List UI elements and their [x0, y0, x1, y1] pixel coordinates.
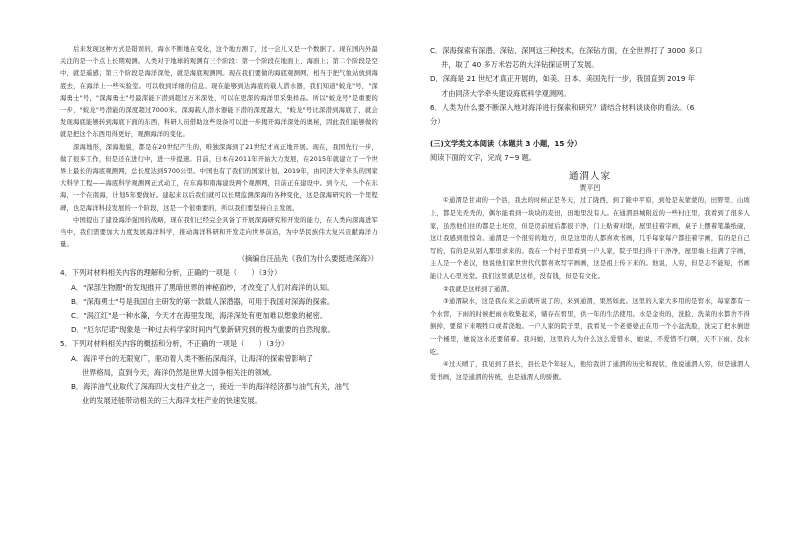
story-author: 贾平凹: [579, 184, 601, 193]
question-5-option-d: [430, 72, 750, 100]
question-5-option-c-line1: C．深海探索有深潜、深钻、深网这三种技术，在深钻方面，在全世界打了 3000 多口: [430, 46, 703, 55]
question-5-option-b: [71, 380, 378, 408]
question-5-stem: 5．下列对材料相关内容的概括和分析，不正确的一项是（ ）（3分）: [60, 339, 289, 349]
passage-paragraph-3: 中国提出了建设海洋强国的战略，现在我们已经完全具备了开展深海研究和开发的能力，在人类向深海进军当中，我们需要加大力度发展海洋科学，推动海洋科研和开发走向世界前沿，为中华民族伟大复兴贡献海洋力量。: [60, 216, 378, 249]
story-paragraph-3: ③通渭缺水，这是我在来之前就听说了的，来到通渭，果然如此。这里的人家大多用的是窖水，每家都有一个水窖，下雨的时候把雨水收集起来，储存在窖里，供一年的生活使用。水是金贵的，洗脸、洗菜的水都舍不得倒掉，要留下来喂牲口或者浇地。一户人家的院子里，我看见一个老婆婆正在用一个小盆洗脸，洗完了把水倒进一个桶里，她说这水还要留着。我问她，这里的人为什么这么爱惜水，她说，不爱惜不行啊，天不下雨，没水吃。: [430, 298, 750, 356]
question-5-option-b-line2: 业的发展还能带动相关的三大海洋支柱产业的快速发展。: [82, 396, 262, 406]
right-column: [430, 44, 750, 384]
question-4-option-a: A．"深部生物圈"的发现推开了黑暗世界的神秘面纱，才改变了人们对海洋的认知。: [71, 282, 335, 292]
story-title: 通渭人家: [568, 171, 611, 183]
story-paragraph-1: ①通渭是甘肃的一个县，我去的时候正是冬天，过了陇西，到了陇中平原，到处是灰蒙蒙的，田野里、山坡上，都是光秃秃的，偶尔能看到一块块的麦田，田地里没有人。在通渭县城附近的一些村庄里，我看到了很多人家，虽然他们住的都是土坯房，但是房前屋后都很干净，门上贴着对联，屋里挂着字画，桌子上摆着笔墨纸砚，这让我感到很惊奇。通渭是一个很穷的地方，但是这里的人都喜欢书画，几乎每家每户都挂着字画，有的是自己写的，有的是从别人那里求来的。我在一个村子里看到一户人家，院子里扫得干干净净，屋里墙上挂满了字画，主人是一个老汉，他说他们家世世代代都喜欢写字画画，这是祖上传下来的。他说，人穷，但是志不能短，书画能让人心里亮堂。我们这里就是这样，没有钱，但是有文化。: [430, 197, 750, 280]
story: [430, 168, 750, 384]
question-5-option-c: [430, 44, 750, 72]
section-3-heading: (三)文学类文本阅读（本题共 3 小题，15 分）: [430, 139, 582, 149]
question-6-stem: 6．人类为什么要不断深入地对海洋进行探索和研究？请结合材料谈谈你的看法。（6: [430, 102, 695, 112]
question-5-option-d-line1: D．深海是 21 世纪才真正开展的，如美、日本、美国先行一步，我国直到 2019 年: [430, 74, 695, 84]
story-paragraph-2: ②我就是这样到了通渭。: [443, 285, 514, 293]
passage-source: （摘编自汪品先《我们为什么要挺进深海》）: [237, 254, 378, 264]
question-5-option-a: [71, 352, 378, 380]
question-4-option-c: C．"涡江红"是一种水藻，今天才在海里发现，海洋深处有更加难以想象的秘密。: [71, 311, 328, 321]
question-6-stem-cont: 分）: [430, 117, 445, 127]
left-column: [60, 44, 378, 408]
passage-paragraph-1: 后来发现这种方式是错误的，海水不断地在变化，这个地方测了，过一会儿又是一个数据了。现在国内外最关注的是一个点上长期观测。人类对于地球的观测有三个阶段：第一个阶段在地面上、海面上；第二个阶段是空中，就是遥感；第三个阶段是海洋深处，就是海底观测网。现在我们要做的海底观测网，相当于把气象站放到海底去，在海洋上一些实验室。可以收到详细的信息。现在能够到达海底的载人潜水器，我们知道"蛟龙"号，"深海勇士"号，"深海勇士"号最深能下潜到超过万米深处，可以在更深的海洋里采集样品。所以"蛟龙号"是重要的一步，"蛟龙"号潜能的深度超过7000米。深海载人潜水器能下潜的深度越大，"蛟龙"号比深潜到海底了，就会发现海底能够转到海底下面的东西，科研人员借助这些设备可以进一步揭开海洋深处的奥秘，因此我们能够做的就是把这个东西用得更好，观测海洋的变化。: [60, 46, 378, 139]
question-4-stem: 4．下列对材料相关内容的理解和分析，正确的一项是（ ）（3分）: [60, 268, 282, 278]
section-3-instruction: 阅读下面的文字，完成 7~9 题。: [430, 153, 536, 163]
question-5-option-c-line2: 井，取了 40 多万米岩芯的大洋钻探证明了发展。: [441, 60, 599, 70]
story-paragraph-4: ④过天晴了，我见到了县长，县长是个年轻人，他给我讲了通渭的历史和现状，他说通渭人穷，但是通渭人爱书画，这是通渭的传统，也是通渭人的骄傲。: [430, 361, 750, 381]
question-5-option-a-line2: 世界格局，直到今天，海洋仍然是世界大国争相关注的领域。: [82, 367, 277, 377]
question-4-option-d: D．"厄尔尼诺"现象是一种过去科学家时间内气象新研究到的极为重要的自然现象。: [71, 325, 335, 335]
passage-paragraph-2: 深海地形，深海地貌，都是在20世纪产生的，唯独深海到了21世纪才真正地开展。现在，我国先行一步，做了很多工作，但是还在进行中，进一步提速。目前，日本在2011年开始大力发展，在2015年就建立了一个世界上最长的海底观测网，总长度达到5700公里。中国也有了我们的国家计划，2019年，由同济大学牵头的国家大科学工程——海底科学观测网正式动工，在东海和南海建设两个观测网，目前正在建设中。到今天，一个在东海，一个在南海，计划5年要做好。建起来以后我们就可以长期监测深海的各种变化，这是深海研究的一个里程碑，也是海洋科技发展的一个阶段，这是一个很重要的，所以我们要坚持自主发展。: [60, 143, 378, 212]
question-5-option-a-line1: A．海洋平台的无限宽广，驱动着人类不断拓深海洋，让海洋的探索曾影响了: [71, 353, 314, 363]
question-5-option-b-line1: B．海洋油气业取代了深海四大支柱产业之一，接近一半的海洋经济都与油气有关，油气: [71, 382, 350, 392]
question-4-option-b: B．"深海勇士"号是我国自主研发的第一款载人深潜器，可用于我国对深海的探索。: [71, 296, 335, 306]
question-5-option-d-line2: 才由同济大学牵头建设海底科学观测网。: [441, 88, 571, 98]
